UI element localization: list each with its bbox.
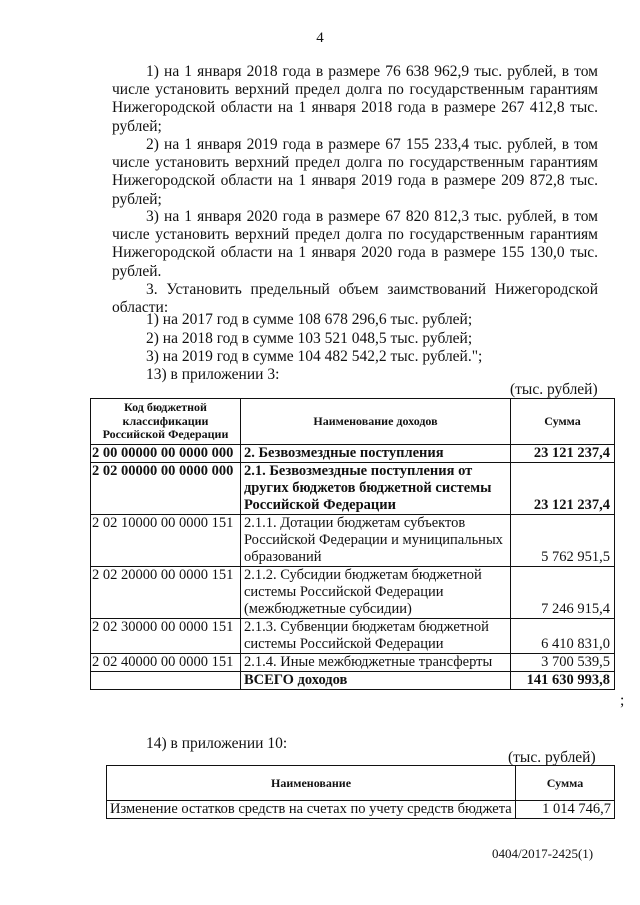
borrowing-2018: 2) на 2018 год в сумме 103 521 048,5 тыс. рублей; xyxy=(146,330,473,347)
row-sum: 7 246 915,4 xyxy=(511,566,615,618)
header-name: Наименование xyxy=(107,766,516,801)
row-name: 2.1.3. Субвенции бюджетам бюджетной системы Российской Федерации xyxy=(240,618,510,653)
total-row xyxy=(91,671,615,689)
row-name: 2.1. Безвозмездные поступления от других бюджетов бюджетной системы Российской Федерации xyxy=(240,462,510,514)
row-sum: 23 121 237,4 xyxy=(511,462,615,514)
header-sum: Сумма xyxy=(511,399,615,445)
row-code: 2 02 20000 00 0000 151 xyxy=(91,566,241,618)
row-name: 2.1.1. Дотации бюджетам субъектов Российской Федерации и муниципальных образований xyxy=(240,514,510,566)
row-code: 2 02 00000 00 0000 000 xyxy=(91,462,241,514)
borrowing-2017: 1) на 2017 год в сумме 108 678 296,6 тыс. рублей; xyxy=(146,311,473,328)
row-sum: 23 121 237,4 xyxy=(511,444,615,462)
page-number: 4 xyxy=(316,30,324,46)
row-sum: 5 762 951,5 xyxy=(511,514,615,566)
row-name: 2.1.4. Иные межбюджетные трансферты xyxy=(240,653,510,671)
total-label: ВСЕГО доходов xyxy=(240,671,510,689)
row-name: 2.1.2. Субсидии бюджетам бюджетной системы Российской Федерации (межбюджетные субсидии) xyxy=(240,566,510,618)
row-sum: 1 014 746,7 xyxy=(516,801,615,819)
table-row xyxy=(91,618,615,653)
item-2: 2) на 1 января 2019 года в размере 67 155 233,4 тыс. рублей, в том числе установить верхний предел долга по государственным гарантиям Нижегородской области на 1 января 2019 года в размере 209 872,8 тыс. рублей; xyxy=(112,136,598,208)
row-code: 2 02 30000 00 0000 151 xyxy=(91,618,241,653)
trailing-semicolon: ; xyxy=(620,692,625,709)
income-table xyxy=(90,398,615,690)
total-code-empty xyxy=(91,671,241,689)
header-code: Код бюджетной классификации Российской Федерации xyxy=(91,399,241,445)
header-sum: Сумма xyxy=(516,766,615,801)
units-label-2: (тыс. рублей) xyxy=(508,749,596,766)
table-row xyxy=(91,444,615,462)
item-3: 3) на 1 января 2020 года в размере 67 820 812,3 тыс. рублей, в том числе установить верхний предел долга по государственным гарантиям Нижегородской области на 1 января 2020 года в размере 155 130,0 тыс. рублей. xyxy=(112,208,598,280)
row-code: 2 00 00000 00 0000 000 xyxy=(91,444,241,462)
table-row xyxy=(107,801,615,819)
appendix-10-heading: 14) в приложении 10: xyxy=(146,735,288,752)
header-name: Наименование доходов xyxy=(240,399,510,445)
appendix-3-heading: 13) в приложении 3: xyxy=(146,366,280,383)
row-code: 2 02 40000 00 0000 151 xyxy=(91,653,241,671)
clause-3: 3. Установить предельный объем заимствований Нижегородской области: xyxy=(112,281,598,317)
table-row xyxy=(91,462,615,514)
row-code: 2 02 10000 00 0000 151 xyxy=(91,514,241,566)
table-row xyxy=(91,566,615,618)
balance-table xyxy=(106,765,615,819)
table-row xyxy=(91,653,615,671)
total-sum: 141 630 993,8 xyxy=(511,671,615,689)
row-name: Изменение остатков средств на счетах по учету средств бюджета xyxy=(107,801,516,819)
row-sum: 3 700 539,5 xyxy=(511,653,615,671)
table-row xyxy=(91,514,615,566)
document-code: 0404/2017-2425(1) xyxy=(492,846,594,861)
item-1: 1) на 1 января 2018 года в размере 76 638 962,9 тыс. рублей, в том числе установить верхний предел долга по государственным гарантиям Нижегородской области на 1 января 2018 года в размере 267 412,8 тыс. рублей; xyxy=(112,63,598,135)
borrowing-2019: 3) на 2019 год в сумме 104 482 542,2 тыс. рублей."; xyxy=(146,348,483,365)
table-header-row xyxy=(107,766,615,801)
units-label-1: (тыс. рублей) xyxy=(510,381,598,398)
row-sum: 6 410 831,0 xyxy=(511,618,615,653)
row-name: 2. Безвозмездные поступления xyxy=(240,444,510,462)
table-header-row xyxy=(91,399,615,445)
